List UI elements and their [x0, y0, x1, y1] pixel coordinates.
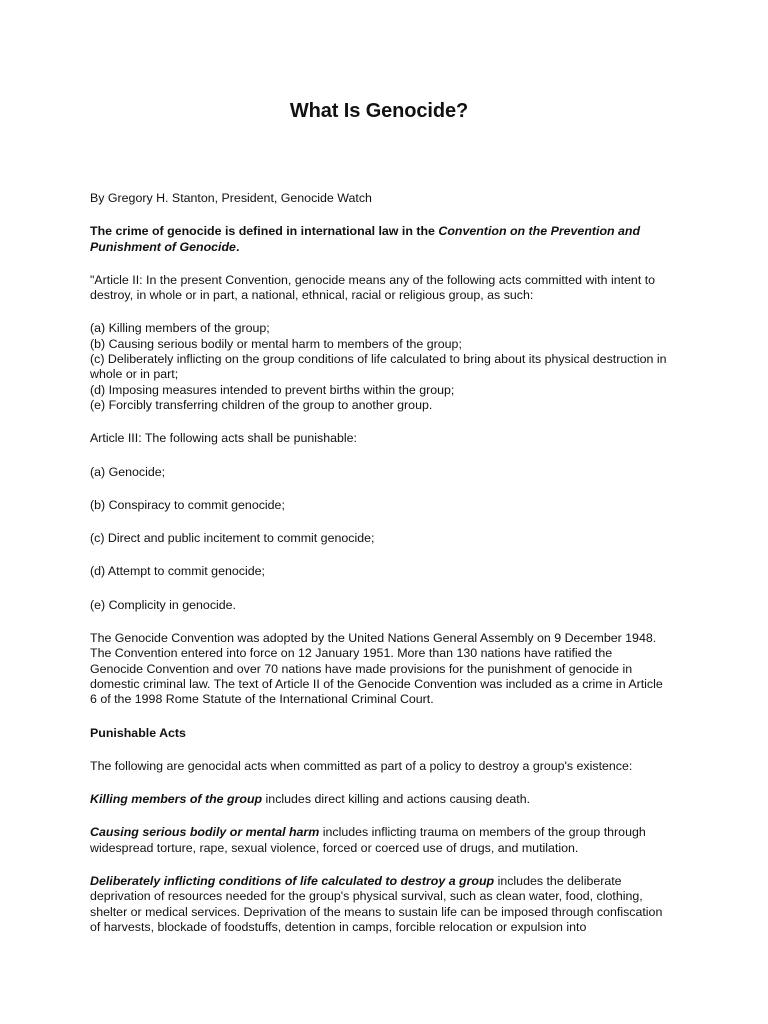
article-ii-act-d: (d) Imposing measures intended to prevent births within the group; [90, 382, 455, 397]
punishable-act-term: Deliberately inflicting conditions of life calculated to destroy a group [90, 874, 495, 889]
intro-end: . [235, 239, 240, 254]
page-title: What Is Genocide? [289, 100, 469, 122]
article-ii-act-c: (c) Deliberately inflicting on the group conditions of life calculated to bring about its physical destruction in whole or in part; [90, 352, 667, 382]
intro-paragraph [90, 224, 668, 255]
punishable-act-text: includes direct killing and actions causing death. [262, 792, 531, 807]
article-ii-acts-list [90, 321, 668, 413]
convention-title: Convention on the Prevention and Punishment of Genocide [90, 224, 641, 254]
punishable-act-text: includes inflicting trauma on members of the group through widespread torture, rape, sexual violence, forced or coerced use of drugs, and mutilation. [90, 825, 646, 855]
punishable-act-text: includes the deliberate deprivation of resources needed for the group's physical survival, such as clean water, food, clothing, shelter or medical services. Deprivation of the means to sustain life can be imposed through confiscation of harvests, blockade of foodstuffs, detention in camps, forcible relocation or expulsion into [90, 874, 663, 934]
punishable-act-term: Causing serious bodily or mental harm [90, 825, 320, 840]
article-iii-act-c: (c) Direct and public incitement to commit genocide; [90, 531, 375, 546]
punishable-acts-intro: The following are genocidal acts when committed as part of a policy to destroy a group's existence: [90, 758, 633, 773]
byline: By Gregory H. Stanton, President, Genocide Watch [90, 191, 372, 205]
article-ii-act-a: (a) Killing members of the group; [90, 321, 270, 336]
article-iii-act-d: (d) Attempt to commit genocide; [90, 564, 265, 579]
article-iii-paragraph: Article III: The following acts shall be punishable: [90, 431, 358, 446]
punishable-act-item [90, 792, 668, 807]
article-iii-act-e: (e) Complicity in genocide. [90, 597, 236, 612]
article-ii-act-e: (e) Forcibly transferring children of the group to another group. [90, 397, 433, 412]
intro-lead: The crime of genocide is defined in international law in the [90, 224, 439, 239]
punishable-act-term: Killing members of the group [90, 792, 263, 807]
article-ii-paragraph: "Article II: In the present Convention, genocide means any of the following acts committed with intent to destroy, in whole or in part, a national, ethnical, racial or religious group, as such: [90, 272, 656, 303]
article-iii-act-b: (b) Conspiracy to commit genocide; [90, 497, 285, 512]
article-iii-act-a: (a) Genocide; [90, 464, 166, 479]
punishable-acts-heading: Punishable Acts [90, 725, 186, 740]
convention-history-paragraph: The Genocide Convention was adopted by the United Nations General Assembly on 9 December 1948. The Convention entered into force on 12 January 1951. More than 130 nations have ratified the Genocide Convention and over 70 nations have made provisions for the punishment of genocide in domestic criminal law. The text of Article II of the Genocide Convention was included as a crime in Article 6 of the 1998 Rome Statute of the International Criminal Court. [90, 631, 663, 707]
article-ii-act-b: (b) Causing serious bodily or mental harm to members of the group; [90, 336, 462, 351]
punishable-act-item [90, 874, 668, 935]
punishable-act-item [90, 825, 668, 856]
